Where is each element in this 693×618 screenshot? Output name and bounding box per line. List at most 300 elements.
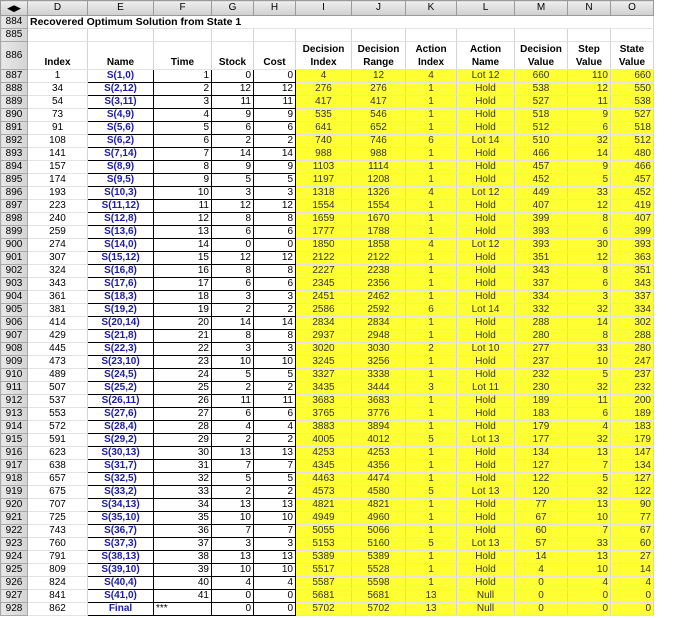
cell-action-name[interactable]: Hold (457, 317, 515, 330)
cell-action-index[interactable]: 1 (406, 525, 457, 538)
cell-decision-index[interactable]: 4949 (296, 512, 352, 525)
cell-action-index[interactable]: 1 (406, 83, 457, 96)
cell-decision-index[interactable]: 2345 (296, 278, 352, 291)
cell-state-value[interactable]: 527 (611, 109, 654, 122)
cell-action-name[interactable]: Hold (457, 564, 515, 577)
cell-decision-index[interactable]: 2586 (296, 304, 352, 317)
cell-state-name[interactable]: S(9,5) (88, 174, 154, 187)
cell-action-index[interactable]: 1 (406, 213, 457, 226)
cell-step-value[interactable]: 110 (568, 70, 611, 83)
cell-decision-index[interactable]: 276 (296, 83, 352, 96)
cell-stock[interactable]: 10 (212, 512, 254, 525)
cell-state-value[interactable]: 183 (611, 421, 654, 434)
cell-decision-range[interactable]: 1554 (352, 200, 406, 213)
cell-decision-value[interactable]: 0 (515, 590, 568, 603)
cell-time[interactable]: 26 (154, 395, 212, 408)
cell-action-name[interactable]: Hold (457, 265, 515, 278)
cell-state-value[interactable]: 363 (611, 252, 654, 265)
cell-action-index[interactable]: 1 (406, 291, 457, 304)
cell-action-index[interactable]: 2 (406, 343, 457, 356)
select-all-icon[interactable]: ◀▶ (1, 1, 28, 16)
cell-index[interactable]: 537 (28, 395, 88, 408)
cell-index[interactable]: 623 (28, 447, 88, 460)
cell-decision-index[interactable]: 4463 (296, 473, 352, 486)
cell-decision-range[interactable]: 3776 (352, 408, 406, 421)
cell-decision-index[interactable]: 5702 (296, 603, 352, 616)
cell-cost[interactable]: 2 (254, 304, 296, 317)
cell-action-index[interactable]: 3 (406, 382, 457, 395)
cell-stock[interactable]: 6 (212, 226, 254, 239)
cell-step-value[interactable]: 32 (568, 486, 611, 499)
cell-action-name[interactable]: Hold (457, 161, 515, 174)
cell-stock[interactable]: 6 (212, 278, 254, 291)
row-number[interactable]: 921 (1, 512, 28, 525)
cell-decision-value[interactable]: 660 (515, 70, 568, 83)
cell-cost[interactable]: 5 (254, 174, 296, 187)
cell-action-name[interactable]: Hold (457, 148, 515, 161)
cell-index[interactable]: 108 (28, 135, 88, 148)
cell-step-value[interactable]: 5 (568, 369, 611, 382)
cell[interactable] (406, 29, 457, 42)
cell-step-value[interactable]: 6 (568, 122, 611, 135)
cell-index[interactable]: 657 (28, 473, 88, 486)
cell-cost[interactable]: 0 (254, 70, 296, 83)
cell-step-value[interactable]: 13 (568, 447, 611, 460)
cell-time[interactable]: 15 (154, 252, 212, 265)
row-number[interactable]: 914 (1, 421, 28, 434)
cell-time[interactable]: 20 (154, 317, 212, 330)
cell-state-name[interactable]: S(27,6) (88, 408, 154, 421)
cell-decision-value[interactable]: 183 (515, 408, 568, 421)
cell-state-name[interactable]: S(25,2) (88, 382, 154, 395)
cell-step-value[interactable]: 33 (568, 538, 611, 551)
cell-time[interactable]: 3 (154, 96, 212, 109)
cell-action-name[interactable]: Lot 12 (457, 187, 515, 200)
cell-decision-range[interactable]: 3256 (352, 356, 406, 369)
row-number[interactable]: 897 (1, 200, 28, 213)
cell-action-index[interactable]: 1 (406, 96, 457, 109)
cell-action-name[interactable]: Hold (457, 525, 515, 538)
cell-state-name[interactable]: S(18,3) (88, 291, 154, 304)
cell-step-value[interactable]: 6 (568, 408, 611, 421)
cell-action-index[interactable]: 4 (406, 187, 457, 200)
cell-action-index[interactable]: 1 (406, 447, 457, 460)
cell-cost[interactable]: 2 (254, 135, 296, 148)
header-stock[interactable]: Stock (212, 42, 254, 70)
cell-index[interactable]: 572 (28, 421, 88, 434)
cell-action-name[interactable]: Hold (457, 421, 515, 434)
cell-state-value[interactable]: 302 (611, 317, 654, 330)
cell-action-index[interactable]: 4 (406, 239, 457, 252)
cell-index[interactable]: 473 (28, 356, 88, 369)
cell-action-index[interactable]: 1 (406, 564, 457, 577)
cell-cost[interactable]: 14 (254, 148, 296, 161)
cell-time[interactable]: 12 (154, 213, 212, 226)
cell-step-value[interactable]: 8 (568, 213, 611, 226)
cell[interactable] (515, 29, 568, 42)
cell-decision-value[interactable]: 57 (515, 538, 568, 551)
column-header-d[interactable]: D (28, 1, 88, 16)
cell-action-index[interactable]: 1 (406, 161, 457, 174)
cell-cost[interactable]: 2 (254, 486, 296, 499)
cell-decision-index[interactable]: 2451 (296, 291, 352, 304)
cell-state-name[interactable]: S(8,9) (88, 161, 154, 174)
cell-stock[interactable]: 4 (212, 421, 254, 434)
cell-action-name[interactable]: Hold (457, 395, 515, 408)
cell-index[interactable]: 343 (28, 278, 88, 291)
cell-cost[interactable]: 13 (254, 499, 296, 512)
cell-state-value[interactable]: 127 (611, 473, 654, 486)
cell-action-name[interactable]: Null (457, 603, 515, 616)
cell-decision-value[interactable]: 0 (515, 577, 568, 590)
cell-state-name[interactable]: Final (88, 603, 154, 616)
cell-cost[interactable]: 11 (254, 395, 296, 408)
cell-action-index[interactable]: 6 (406, 135, 457, 148)
cell-action-index[interactable]: 1 (406, 369, 457, 382)
row-number[interactable]: 889 (1, 96, 28, 109)
column-header-n[interactable]: N (568, 1, 611, 16)
cell-index[interactable]: 507 (28, 382, 88, 395)
cell-index[interactable]: 638 (28, 460, 88, 473)
cell-index[interactable]: 361 (28, 291, 88, 304)
cell-state-name[interactable]: S(33,2) (88, 486, 154, 499)
cell[interactable] (28, 29, 88, 42)
cell-decision-value[interactable]: 127 (515, 460, 568, 473)
row-number[interactable]: 905 (1, 304, 28, 317)
cell-cost[interactable]: 12 (254, 252, 296, 265)
cell-decision-index[interactable]: 2834 (296, 317, 352, 330)
cell-action-index[interactable]: 1 (406, 174, 457, 187)
cell-stock[interactable]: 3 (212, 291, 254, 304)
cell-step-value[interactable]: 33 (568, 343, 611, 356)
cell-decision-index[interactable]: 5389 (296, 551, 352, 564)
cell-state-name[interactable]: S(31,7) (88, 460, 154, 473)
cell-cost[interactable]: 5 (254, 369, 296, 382)
cell-index[interactable]: 429 (28, 330, 88, 343)
cell-stock[interactable]: 8 (212, 330, 254, 343)
cell-decision-index[interactable]: 5587 (296, 577, 352, 590)
cell-state-name[interactable]: S(7,14) (88, 148, 154, 161)
cell-state-name[interactable]: S(37,3) (88, 538, 154, 551)
cell-step-value[interactable]: 14 (568, 148, 611, 161)
cell-state-name[interactable]: S(15,12) (88, 252, 154, 265)
cell-stock[interactable]: 9 (212, 109, 254, 122)
cell-decision-range[interactable]: 5598 (352, 577, 406, 590)
row-number[interactable]: 924 (1, 551, 28, 564)
header-action-name[interactable]: Action Name (457, 42, 515, 70)
cell-state-value[interactable]: 0 (611, 603, 654, 616)
cell-cost[interactable]: 11 (254, 96, 296, 109)
cell-state-name[interactable]: S(32,5) (88, 473, 154, 486)
cell-action-name[interactable]: Lot 13 (457, 434, 515, 447)
cell-index[interactable]: 223 (28, 200, 88, 213)
cell-state-name[interactable]: S(20,14) (88, 317, 154, 330)
cell-stock[interactable]: 14 (212, 148, 254, 161)
cell-action-name[interactable]: Hold (457, 447, 515, 460)
sheet-title[interactable]: Recovered Optimum Solution from State 1 (28, 16, 654, 29)
cell-time[interactable]: 5 (154, 122, 212, 135)
column-header-l[interactable]: L (457, 1, 515, 16)
cell-decision-range[interactable]: 4580 (352, 486, 406, 499)
cell-index[interactable]: 809 (28, 564, 88, 577)
cell-time[interactable]: 4 (154, 109, 212, 122)
cell-action-index[interactable]: 1 (406, 252, 457, 265)
header-state-value[interactable]: State Value (611, 42, 654, 70)
cell-decision-index[interactable]: 4 (296, 70, 352, 83)
cell-state-name[interactable]: S(39,10) (88, 564, 154, 577)
cell-cost[interactable]: 7 (254, 460, 296, 473)
cell-time[interactable]: 28 (154, 421, 212, 434)
row-number[interactable]: 903 (1, 278, 28, 291)
cell-index[interactable]: 274 (28, 239, 88, 252)
cell-state-name[interactable]: S(2,12) (88, 83, 154, 96)
cell-step-value[interactable]: 14 (568, 317, 611, 330)
cell-time[interactable]: 8 (154, 161, 212, 174)
cell-cost[interactable]: 0 (254, 603, 296, 616)
cell-index[interactable]: 791 (28, 551, 88, 564)
cell-time[interactable]: 31 (154, 460, 212, 473)
cell-decision-value[interactable]: 60 (515, 525, 568, 538)
cell-state-value[interactable]: 660 (611, 70, 654, 83)
cell-stock[interactable]: 3 (212, 538, 254, 551)
row-number[interactable]: 891 (1, 122, 28, 135)
cell-time[interactable]: 18 (154, 291, 212, 304)
cell-cost[interactable]: 3 (254, 187, 296, 200)
cell-decision-value[interactable]: 351 (515, 252, 568, 265)
cell-stock[interactable]: 12 (212, 252, 254, 265)
cell-decision-index[interactable]: 5153 (296, 538, 352, 551)
cell-state-name[interactable]: S(30,13) (88, 447, 154, 460)
cell-state-name[interactable]: S(19,2) (88, 304, 154, 317)
cell-time[interactable]: 16 (154, 265, 212, 278)
row-number[interactable]: 898 (1, 213, 28, 226)
cell-decision-value[interactable]: 538 (515, 83, 568, 96)
cell-index[interactable]: 34 (28, 83, 88, 96)
cell-action-index[interactable]: 1 (406, 109, 457, 122)
column-header-g[interactable]: G (212, 1, 254, 16)
cell[interactable] (154, 29, 212, 42)
cell-cost[interactable]: 9 (254, 161, 296, 174)
cell-cost[interactable]: 13 (254, 447, 296, 460)
cell-state-name[interactable]: S(3,11) (88, 96, 154, 109)
cell-step-value[interactable]: 11 (568, 96, 611, 109)
cell-action-index[interactable]: 13 (406, 603, 457, 616)
cell-decision-range[interactable]: 2238 (352, 265, 406, 278)
cell-state-name[interactable]: S(21,8) (88, 330, 154, 343)
cell-decision-range[interactable]: 4012 (352, 434, 406, 447)
cell-decision-value[interactable]: 280 (515, 330, 568, 343)
cell-stock[interactable]: 3 (212, 187, 254, 200)
header-step-value[interactable]: Step Value (568, 42, 611, 70)
cell-action-name[interactable]: Hold (457, 408, 515, 421)
cell-time[interactable]: *** (154, 603, 212, 616)
cell-decision-range[interactable]: 652 (352, 122, 406, 135)
cell-state-value[interactable]: 550 (611, 83, 654, 96)
cell-decision-range[interactable]: 1114 (352, 161, 406, 174)
cell-index[interactable]: 862 (28, 603, 88, 616)
cell-state-value[interactable]: 27 (611, 551, 654, 564)
cell-action-name[interactable]: Hold (457, 330, 515, 343)
cell-index[interactable]: 157 (28, 161, 88, 174)
cell-state-name[interactable]: S(5,6) (88, 122, 154, 135)
cell-state-name[interactable]: S(11,12) (88, 200, 154, 213)
cell-action-index[interactable]: 1 (406, 330, 457, 343)
cell-index[interactable]: 307 (28, 252, 88, 265)
cell-state-name[interactable]: S(13,6) (88, 226, 154, 239)
row-number[interactable]: 893 (1, 148, 28, 161)
cell-action-index[interactable]: 1 (406, 460, 457, 473)
cell-stock[interactable]: 14 (212, 317, 254, 330)
cell-state-value[interactable]: 90 (611, 499, 654, 512)
row-number[interactable]: 900 (1, 239, 28, 252)
cell-decision-value[interactable]: 512 (515, 122, 568, 135)
cell-state-name[interactable]: S(36,7) (88, 525, 154, 538)
cell-cost[interactable]: 6 (254, 226, 296, 239)
cell-decision-index[interactable]: 4005 (296, 434, 352, 447)
cell-decision-range[interactable]: 2462 (352, 291, 406, 304)
cell-stock[interactable]: 2 (212, 486, 254, 499)
cell-index[interactable]: 193 (28, 187, 88, 200)
cell-decision-index[interactable]: 2122 (296, 252, 352, 265)
cell-decision-range[interactable]: 5066 (352, 525, 406, 538)
cell-action-name[interactable]: Hold (457, 551, 515, 564)
cell-action-name[interactable]: Null (457, 590, 515, 603)
cell-decision-value[interactable]: 337 (515, 278, 568, 291)
row-number[interactable]: 908 (1, 343, 28, 356)
cell-state-name[interactable]: S(17,6) (88, 278, 154, 291)
cell-stock[interactable]: 0 (212, 239, 254, 252)
cell-state-value[interactable]: 0 (611, 590, 654, 603)
cell-step-value[interactable]: 6 (568, 278, 611, 291)
cell-decision-range[interactable]: 5681 (352, 590, 406, 603)
cell-time[interactable]: 37 (154, 538, 212, 551)
cell-cost[interactable]: 12 (254, 83, 296, 96)
cell-step-value[interactable]: 5 (568, 473, 611, 486)
cell-time[interactable]: 39 (154, 564, 212, 577)
cell-step-value[interactable]: 5 (568, 174, 611, 187)
cell-state-name[interactable]: S(16,8) (88, 265, 154, 278)
cell-cost[interactable]: 10 (254, 356, 296, 369)
cell-step-value[interactable]: 0 (568, 590, 611, 603)
cell-index[interactable]: 675 (28, 486, 88, 499)
cell-action-name[interactable]: Hold (457, 109, 515, 122)
cell-action-name[interactable]: Hold (457, 473, 515, 486)
row-number[interactable]: 885 (1, 29, 28, 42)
cell-decision-range[interactable]: 417 (352, 96, 406, 109)
cell-time[interactable]: 25 (154, 382, 212, 395)
cell-action-name[interactable]: Hold (457, 512, 515, 525)
cell-action-index[interactable]: 1 (406, 265, 457, 278)
cell-decision-index[interactable]: 3435 (296, 382, 352, 395)
row-number[interactable]: 899 (1, 226, 28, 239)
cell-state-name[interactable]: S(14,0) (88, 239, 154, 252)
cell-cost[interactable]: 0 (254, 590, 296, 603)
cell-index[interactable]: 725 (28, 512, 88, 525)
cell-decision-value[interactable]: 230 (515, 382, 568, 395)
cell-action-index[interactable]: 1 (406, 421, 457, 434)
cell-time[interactable]: 24 (154, 369, 212, 382)
cell-decision-range[interactable]: 4960 (352, 512, 406, 525)
row-number[interactable]: 928 (1, 603, 28, 616)
cell-action-name[interactable]: Hold (457, 122, 515, 135)
cell-stock[interactable]: 4 (212, 577, 254, 590)
cell-time[interactable]: 23 (154, 356, 212, 369)
cell-decision-value[interactable]: 510 (515, 135, 568, 148)
cell-cost[interactable]: 7 (254, 525, 296, 538)
cell-state-value[interactable]: 237 (611, 369, 654, 382)
cell-step-value[interactable]: 3 (568, 291, 611, 304)
row-number[interactable]: 923 (1, 538, 28, 551)
cell-decision-value[interactable]: 457 (515, 161, 568, 174)
cell-step-value[interactable]: 32 (568, 135, 611, 148)
cell-decision-value[interactable]: 332 (515, 304, 568, 317)
cell-state-value[interactable]: 134 (611, 460, 654, 473)
cell-index[interactable]: 824 (28, 577, 88, 590)
cell-decision-index[interactable]: 1659 (296, 213, 352, 226)
row-number[interactable]: 886 (1, 42, 28, 70)
cell-cost[interactable]: 3 (254, 538, 296, 551)
cell-state-name[interactable]: S(12,8) (88, 213, 154, 226)
cell-decision-value[interactable]: 179 (515, 421, 568, 434)
cell-state-name[interactable]: S(24,5) (88, 369, 154, 382)
cell-action-name[interactable]: Hold (457, 200, 515, 213)
cell-decision-value[interactable]: 277 (515, 343, 568, 356)
cell-step-value[interactable]: 9 (568, 109, 611, 122)
cell[interactable] (254, 29, 296, 42)
cell-cost[interactable]: 8 (254, 265, 296, 278)
cell-time[interactable]: 6 (154, 135, 212, 148)
cell-decision-index[interactable]: 1850 (296, 239, 352, 252)
cell-decision-range[interactable]: 4821 (352, 499, 406, 512)
cell-decision-value[interactable]: 0 (515, 603, 568, 616)
row-number[interactable]: 925 (1, 564, 28, 577)
cell-state-value[interactable]: 147 (611, 447, 654, 460)
cell-step-value[interactable]: 33 (568, 187, 611, 200)
cell-decision-range[interactable]: 1670 (352, 213, 406, 226)
row-number[interactable]: 926 (1, 577, 28, 590)
cell-step-value[interactable]: 8 (568, 265, 611, 278)
cell-stock[interactable]: 2 (212, 382, 254, 395)
row-number[interactable]: 911 (1, 382, 28, 395)
cell-index[interactable]: 174 (28, 174, 88, 187)
cell-time[interactable]: 29 (154, 434, 212, 447)
cell-state-value[interactable]: 512 (611, 135, 654, 148)
cell-decision-index[interactable]: 988 (296, 148, 352, 161)
header-decision-index[interactable]: Decision Index (296, 42, 352, 70)
cell-decision-value[interactable]: 334 (515, 291, 568, 304)
cell-step-value[interactable]: 6 (568, 226, 611, 239)
cell-action-name[interactable]: Hold (457, 213, 515, 226)
column-header-j[interactable]: J (352, 1, 406, 16)
cell-step-value[interactable]: 12 (568, 252, 611, 265)
row-number[interactable]: 904 (1, 291, 28, 304)
cell-action-name[interactable]: Lot 10 (457, 343, 515, 356)
cell-action-index[interactable]: 5 (406, 486, 457, 499)
cell[interactable] (212, 29, 254, 42)
cell-action-name[interactable]: Lot 14 (457, 304, 515, 317)
cell-state-value[interactable]: 122 (611, 486, 654, 499)
cell-decision-index[interactable]: 4253 (296, 447, 352, 460)
header-decision-value[interactable]: Decision Value (515, 42, 568, 70)
cell-decision-value[interactable]: 4 (515, 564, 568, 577)
cell-decision-range[interactable]: 4253 (352, 447, 406, 460)
cell-decision-index[interactable]: 4345 (296, 460, 352, 473)
cell-time[interactable]: 9 (154, 174, 212, 187)
cell-action-index[interactable]: 1 (406, 278, 457, 291)
row-number[interactable]: 896 (1, 187, 28, 200)
cell-step-value[interactable]: 30 (568, 239, 611, 252)
cell-decision-value[interactable]: 343 (515, 265, 568, 278)
